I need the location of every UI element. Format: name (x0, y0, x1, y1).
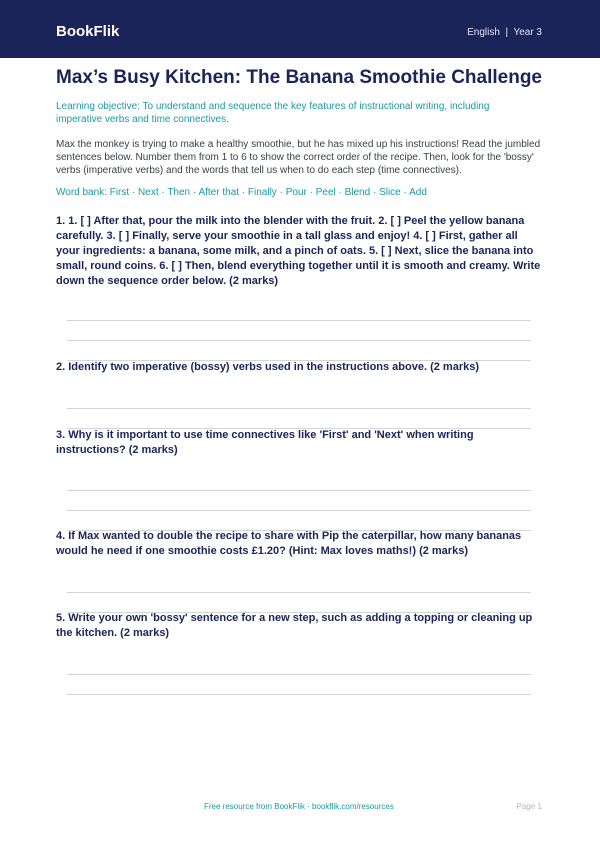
worksheet-title: Max’s Busy Kitchen: The Banana Smoothie Challenge (56, 67, 543, 88)
answer-line[interactable] (67, 592, 531, 593)
question-3: 3. Why is it important to use time connectives like 'First' and 'Next' when writing instructions? (2 marks) (56, 429, 474, 456)
learning-objective: Learning objective: To understand and sequence the key features of instructional writing, including imperative verbs and time connectives. (56, 101, 490, 125)
question-1: 1. 1. [ ] After that, pour the milk into the blender with the fruit. 2. [ ] Peel the yellow banana carefully. 3. [ ] Finally, serve your smoothie in a tall glass and enjoy! 4. [ ] First, gather all your ingredients: a banana, some milk, and a pinch of oats. 5. [ ] Next, slice the banana into small, round coins. 6. [ ] Then, blend everything together until it is smooth and creamy. Write down the sequence order below. (2 marks) (56, 215, 541, 287)
answer-line[interactable] (67, 408, 531, 409)
brand-logo[interactable]: BookFlik (56, 23, 120, 40)
answer-line[interactable] (67, 510, 531, 511)
answer-line[interactable] (67, 694, 531, 695)
question-2: 2. Identify two imperative (bossy) verbs used in the instructions above. (2 marks) (56, 361, 480, 373)
intro-text: Max the monkey is trying to make a healthy smoothie, but he has mixed up his instructions! Read the jumbled sentences below. Number them from 1 to 6 to show the correct order of the recipe. Then, look for the 'bossy' verbs (imperative verbs) and the words that tell us when to do each step (time connectives). (56, 139, 541, 176)
question-5: 5. Write your own 'bossy' sentence for a new step, such as adding a topping or cleaning up the kitchen. (2 marks) (56, 612, 533, 639)
subject-year-label: English | Year 3 (467, 27, 542, 38)
footer-resource-link[interactable]: Free resource from BookFlik · bookflik.com/resources (204, 802, 394, 811)
question-4: 4. If Max wanted to double the recipe to share with Pip the caterpillar, how many bananas would he need if one smoothie costs £1.20? (Hint: Max loves maths!) (2 marks) (56, 530, 522, 557)
answer-line[interactable] (67, 490, 531, 491)
page-header (0, 0, 600, 58)
word-bank: Word bank: First · Next · Then · After that · Finally · Pour · Peel · Blend · Slice · Add (56, 187, 427, 198)
answer-line[interactable] (67, 340, 531, 341)
answer-line[interactable] (67, 674, 531, 675)
page-number: Page 1 (516, 802, 542, 811)
answer-line[interactable] (67, 320, 531, 321)
